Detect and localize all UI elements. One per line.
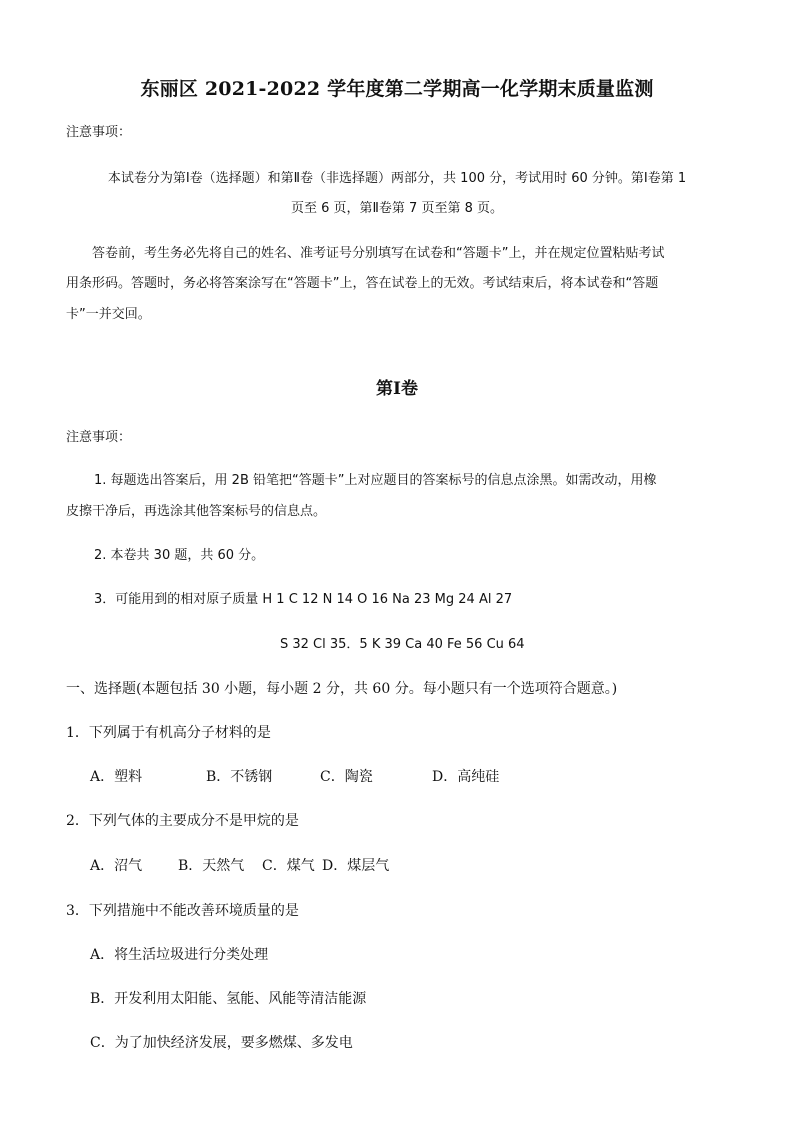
section-1-title: 第Ⅰ卷 — [376, 379, 418, 399]
intro-line-1: 本试卷分为第Ⅰ卷（选择题）和第Ⅱ卷（非选择题）两部分，共 100 分，考试用时 60 分钟。第Ⅰ卷第 1 — [107, 171, 687, 186]
question-2-options — [0, 857, 794, 875]
section-1-item-2: 2. 本卷共 30 题，共 60 分。 — [94, 548, 265, 563]
section-1-item-1-line-2: 皮擦干净后，再选涂其他答案标号的信息点。 — [66, 504, 327, 519]
question-2-stem: 2．下列气体的主要成分不是甲烷的是 — [66, 813, 299, 829]
instructions-line-3: 卡”一并交回。 — [66, 307, 151, 322]
question-1-option-d: D．高纯硅 — [432, 769, 500, 785]
question-1-option-b: B．不锈钢 — [206, 769, 273, 785]
question-1-options — [0, 768, 794, 786]
question-2-option-a: A．沼气 — [90, 858, 143, 874]
atomic-mass-line-1: 3．可能用到的相对原子质量 H 1 C 12 N 14 O 16 Na 23 Mg 24 Al 27 — [94, 592, 513, 607]
question-1-option-a: A．塑料 — [90, 769, 143, 785]
question-1-stem: 1．下列属于有机高分子材料的是 — [66, 725, 271, 741]
notice-label: 注意事项： — [66, 125, 132, 140]
instructions-line-1: 答卷前，考生务必先将自己的姓名、准考证号分别填写在试卷和“答题卡”上，并在规定位置粘贴考试 — [92, 246, 665, 261]
question-1-option-c: C．陶瓷 — [320, 769, 373, 785]
instructions-line-2: 用条形码。答题时，务必将答案涂写在“答题卡”上，答在试卷上的无效。考试结束后，将本试卷和“答题 — [66, 276, 659, 291]
part-heading: 一、选择题(本题包括 30 小题，每小题 2 分，共 60 分。每小题只有一个选项符合题意。) — [66, 681, 618, 697]
section-1-item-1-line-1: 1. 每题选出答案后，用 2B 铅笔把“答题卡”上对应题目的答案标号的信息点涂黑。如需改动，用橡 — [94, 473, 657, 488]
question-3-option-c: C．为了加快经济发展，要多燃煤、多发电 — [90, 1035, 353, 1051]
question-2-option-c: C．煤气 — [262, 858, 315, 874]
section-1-notice-label: 注意事项： — [66, 430, 132, 445]
exam-title: 东丽区 2021-2022 学年度第二学期高一化学期末质量监测 — [140, 78, 654, 100]
question-3-option-a: A．将生活垃圾进行分类处理 — [90, 947, 269, 963]
question-2-option-d: D．煤层气 — [322, 858, 390, 874]
question-2-option-b: B．天然气 — [178, 858, 245, 874]
atomic-mass-line-2: S 32 Cl 35．5 K 39 Ca 40 Fe 56 Cu 64 — [280, 637, 525, 652]
question-3-option-b: B．开发利用太阳能、氢能、风能等清洁能源 — [90, 991, 367, 1007]
question-3-stem: 3．下列措施中不能改善环境质量的是 — [66, 903, 299, 919]
intro-line-2: 页至 6 页，第Ⅱ卷第 7 页至第 8 页。 — [290, 201, 503, 216]
